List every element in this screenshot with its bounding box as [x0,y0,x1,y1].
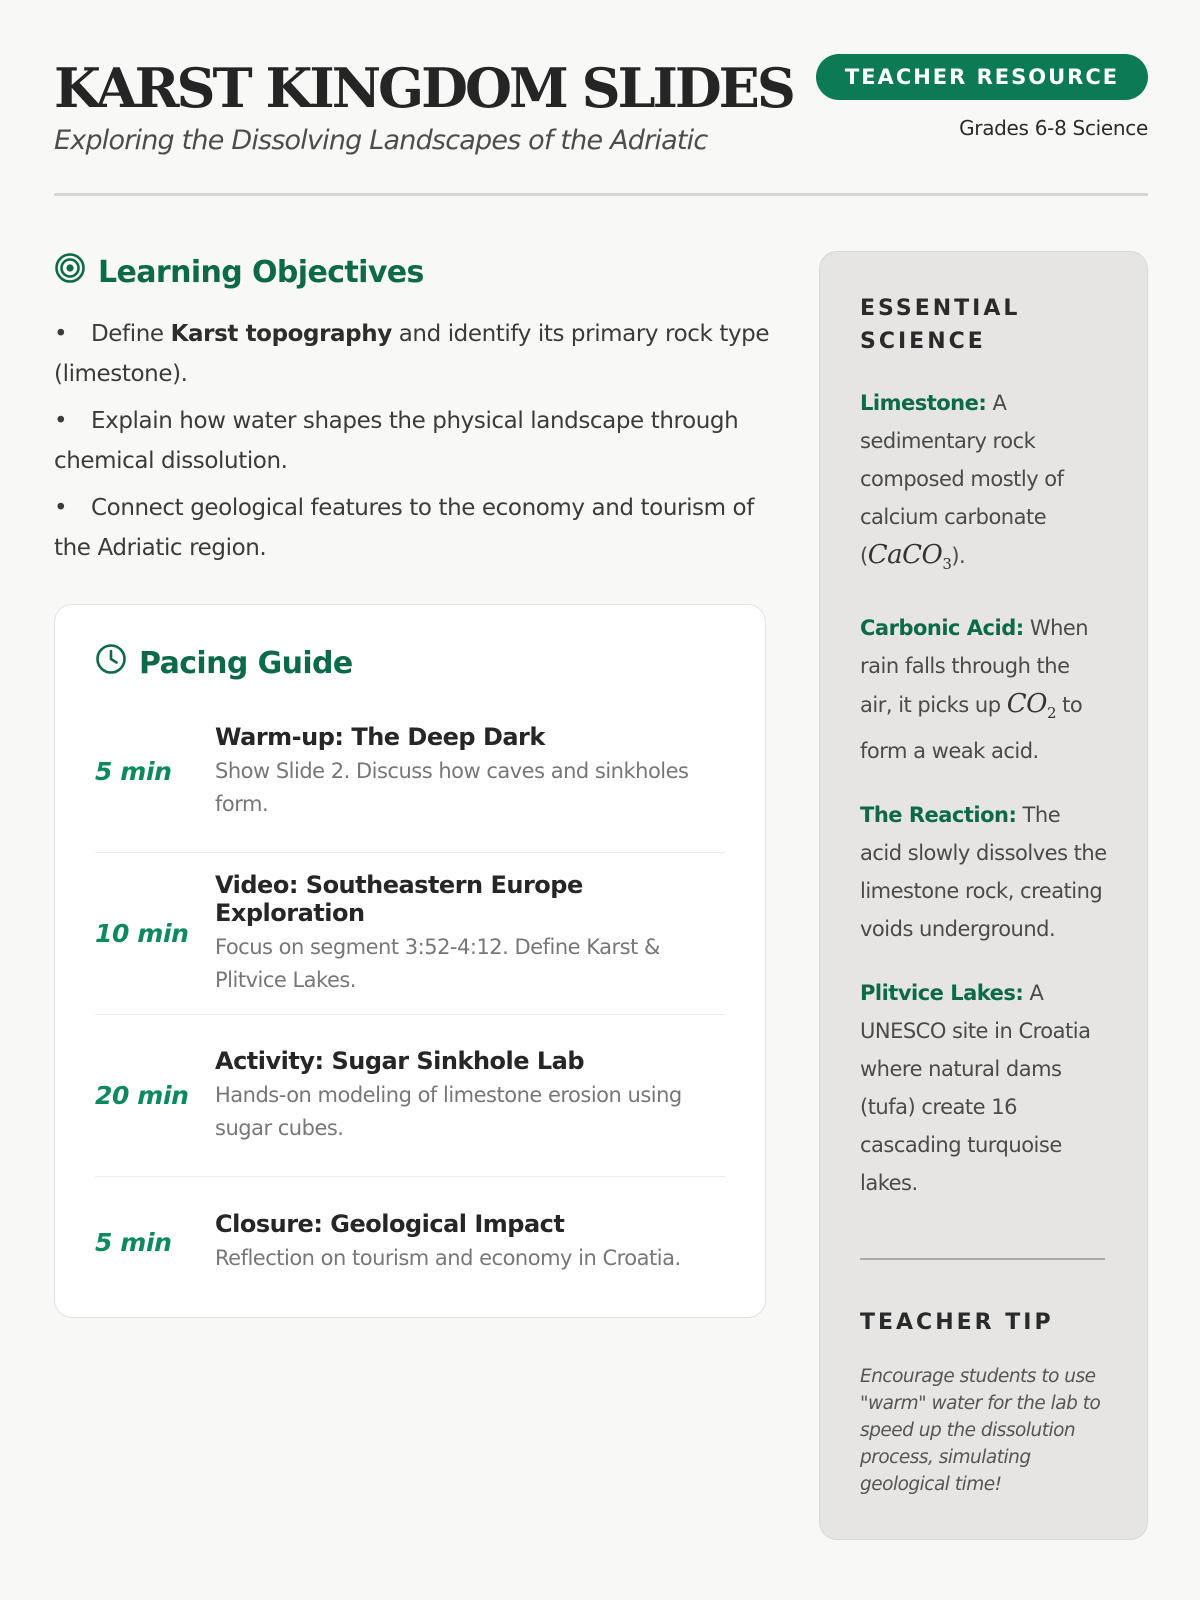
pacing-time: 10 min [95,919,189,948]
pacing-activity-desc: Focus on segment 3:52-4:12. Define Karst & Plitvice Lakes. [215,934,660,992]
pacing-activity-title: Activity: Sugar Sinkhole Lab [215,1046,585,1075]
objectives-heading [54,252,770,292]
target-icon [54,252,86,292]
formula: $CO_2$ [1006,689,1056,723]
science-term-item: The Reaction: The acid slowly dissolves the limestone rock, creating voids underground. [860,803,1107,942]
pacing-time: 20 min [95,1081,189,1110]
pacing-row [95,1177,725,1307]
sidebar-divider [860,1258,1105,1260]
teacher-resource-badge: TEACHER RESOURCE [816,54,1148,100]
page-subtitle: Exploring the Dissolving Landscapes of the Adriatic [54,125,708,156]
learning-objectives-section [54,252,770,575]
objectives-title: Learning Objectives [98,254,424,290]
pacing-guide-card [54,604,766,1318]
science-term: The Reaction: [860,803,1017,828]
pacing-row [95,691,725,853]
pacing-title: Pacing Guide [139,645,353,681]
pacing-row [95,1015,725,1177]
clock-icon [95,643,127,683]
pacing-heading [95,643,725,683]
grade-level: Grades 6-8 Science [959,116,1148,140]
teacher-tip-heading: TEACHER TIP [860,1309,1054,1335]
pacing-activity-desc: Hands-on modeling of limestone erosion using sugar cubes. [215,1082,682,1140]
pacing-activity-title: Video: Southeastern Europe Exploration [215,870,583,927]
objective-item: • Explain how water shapes the physical landscape through chemical dissolution. [54,408,739,474]
science-term-item: Plitvice Lakes: A UNESCO site in Croatia where natural dams (tufa) create 16 cascading turquoise lakes. [860,981,1091,1196]
pacing-activity-title: Warm-up: The Deep Dark [215,722,545,751]
pacing-time: 5 min [95,757,172,786]
science-term-item: Carbonic Acid: When rain falls through the air, it picks up $CO_2$ to form a weak acid. [860,616,1089,764]
sidebar-heading: ESSENTIAL SCIENCE [860,296,1021,354]
page-header [54,52,1148,196]
teacher-tip-text: Encourage students to use "warm" water for the lab to speed up the dissolution process, simulating geological time! [860,1365,1101,1495]
science-term-item: Limestone: A sedimentary rock composed mostly of calcium carbonate (CaCO$_3$). [860,391,1064,574]
objective-item: • Define Karst topography and identify its primary rock type (limestone). [54,321,770,387]
page-title: KARST KINGDOM SLIDES [54,56,793,120]
pacing-activity-desc: Reflection on tourism and economy in Croatia. [215,1245,681,1270]
pacing-activity-desc: Show Slide 2. Discuss how caves and sinkholes form. [215,758,689,816]
formula: CaCO$_3$ [867,540,952,574]
science-term: Limestone: [860,391,987,415]
pacing-time: 5 min [95,1227,172,1257]
science-term: Carbonic Acid: [860,616,1024,641]
objective-item: • Connect geological features to the economy and tourism of the Adriatic region. [54,495,754,561]
science-term: Plitvice Lakes: [860,981,1024,1006]
pacing-row [95,853,725,1015]
pacing-activity-title: Closure: Geological Impact [215,1209,565,1238]
essential-science-sidebar [819,251,1148,1540]
objectives-list [54,314,770,568]
